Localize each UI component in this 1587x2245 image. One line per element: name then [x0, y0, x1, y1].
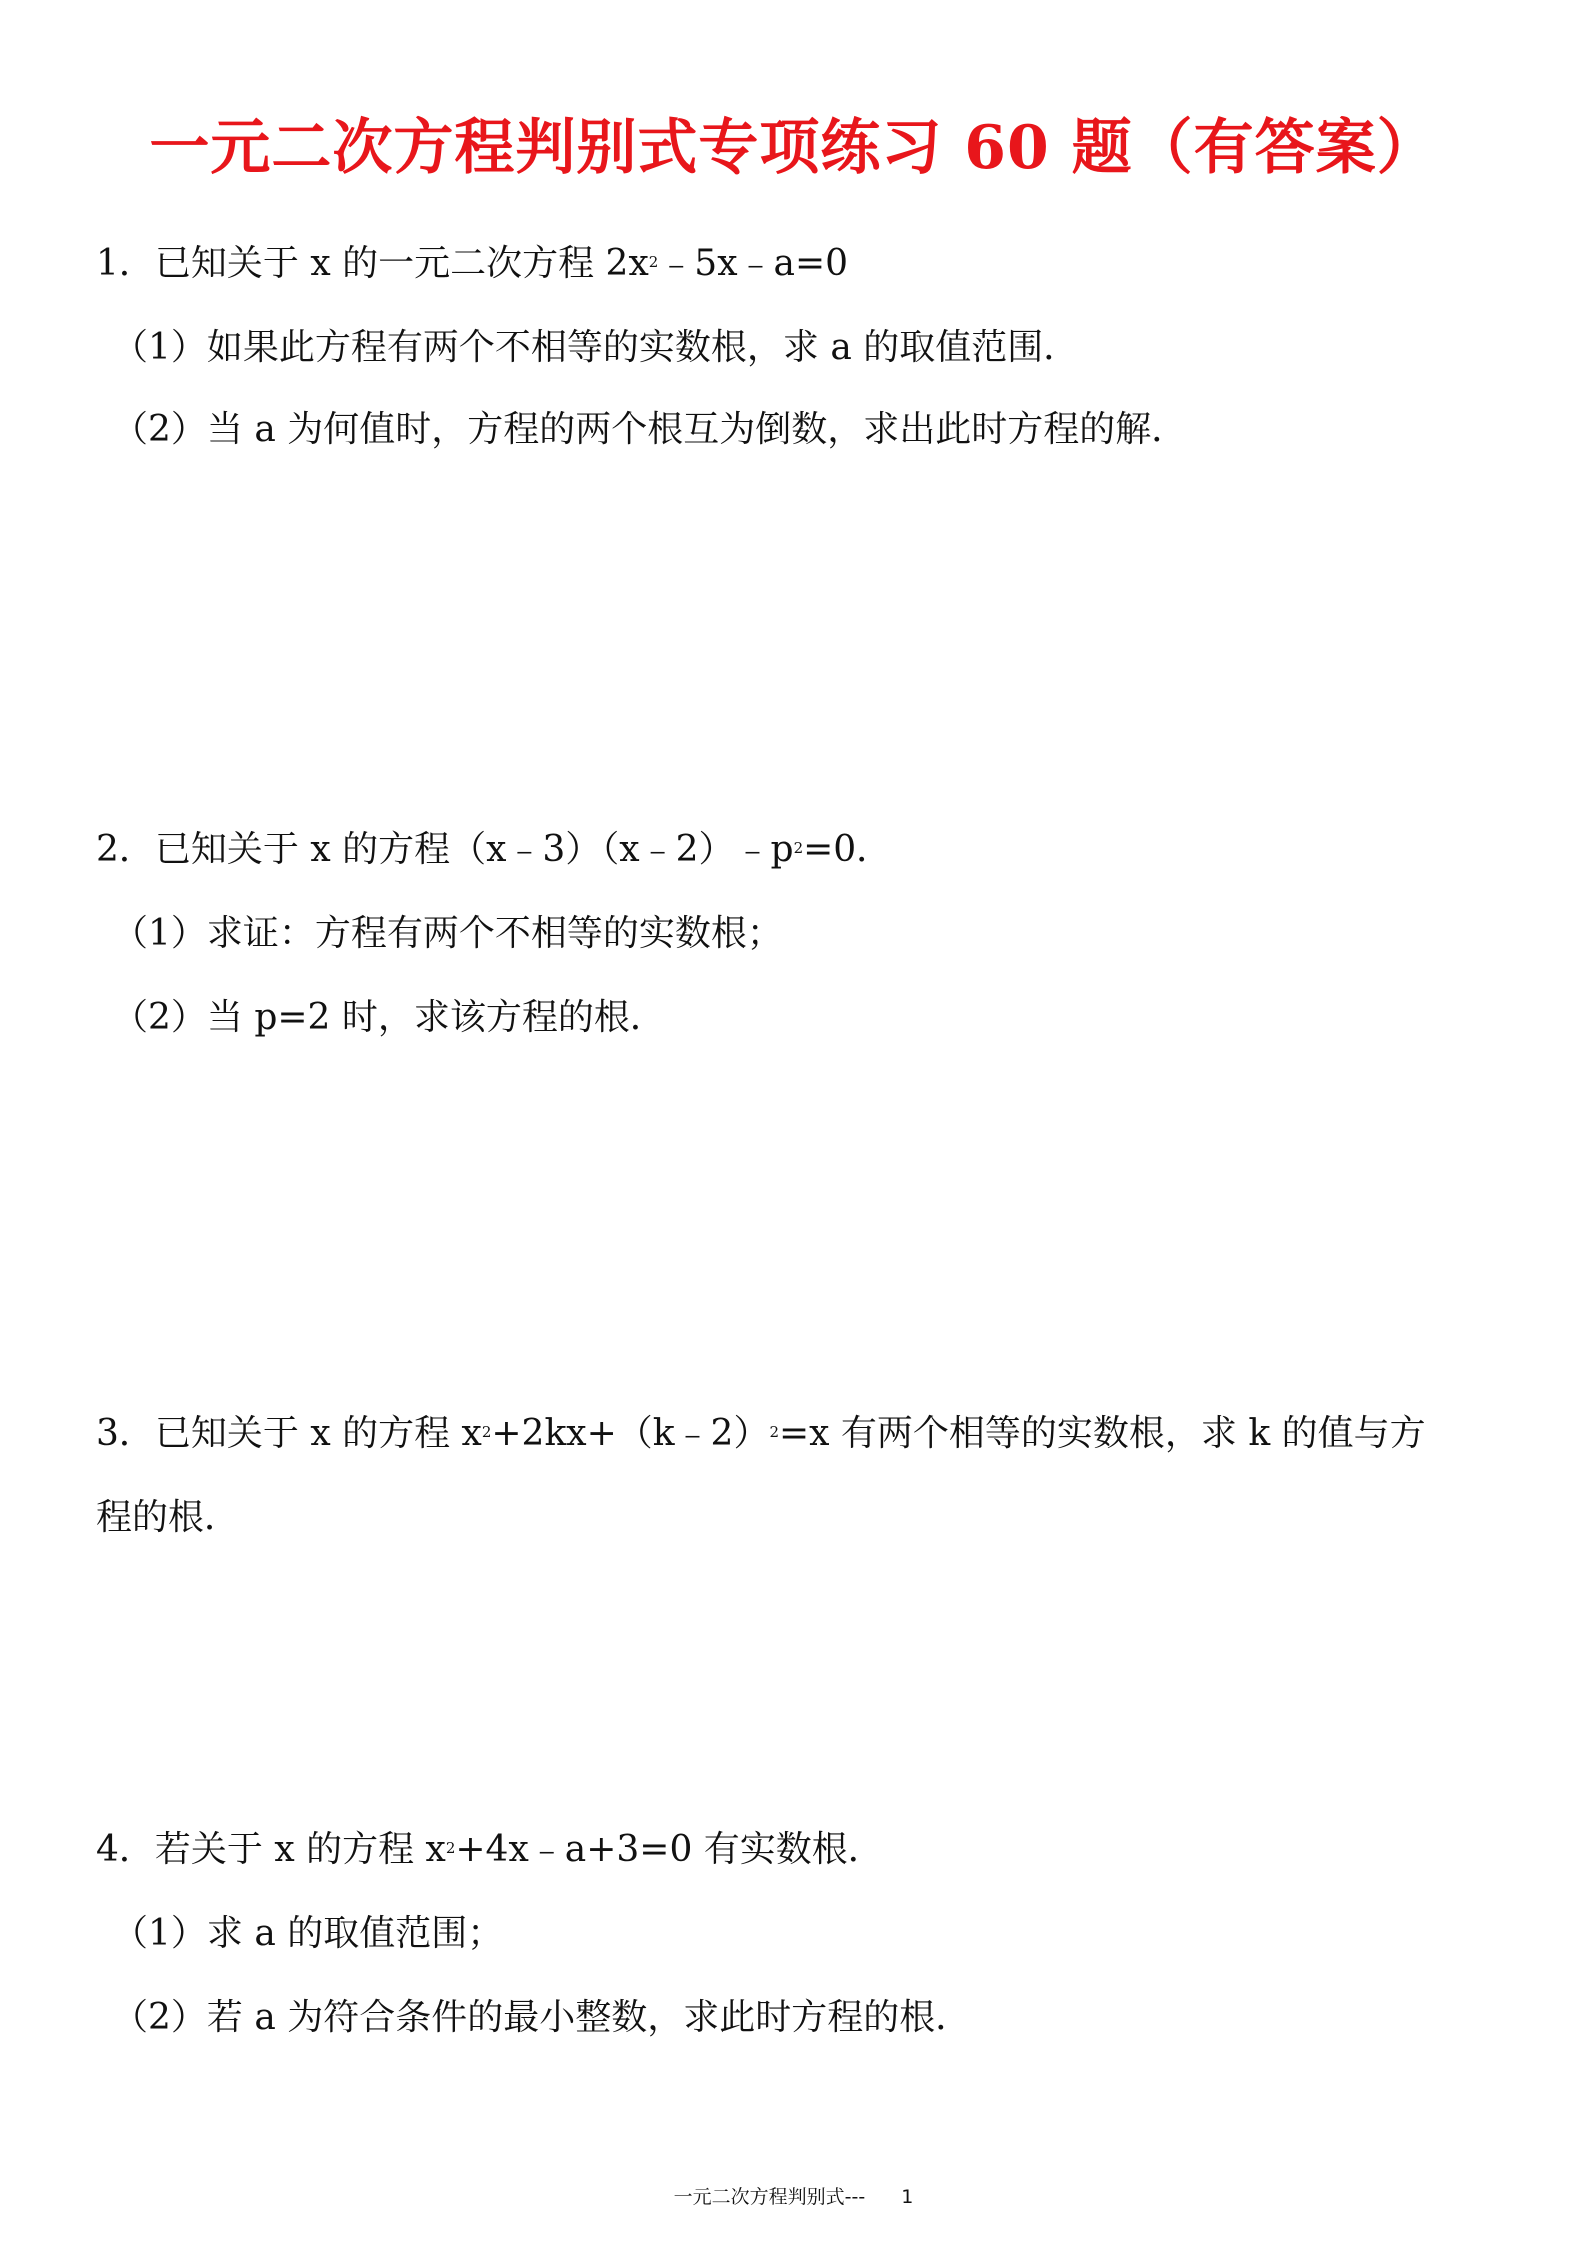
problem-4-part-1: （1）求 a 的取值范围； [112, 1913, 504, 1954]
page-footer [0, 2182, 1587, 2209]
problem-3-stem: 3．已知关于 x 的方程 $x^2+2kx+(k﹣2)^2=x$ 有两个相等的实数根，求 k 的值与方 [96, 1413, 1426, 1454]
problem-1-part-2: （2）当 a 为何值时，方程的两个根互为倒数，求出此时方程的解． [112, 409, 1188, 450]
problem-2-part-2: （2）当 p=2 时，求该方程的根． [112, 997, 666, 1038]
page-title: 一元二次方程判别式专项练习 60 题（有答案） [149, 113, 1438, 183]
problem-3-continuation: 程的根． [96, 1497, 241, 1538]
problem-1-part-1: （1）如果此方程有两个不相等的实数根，求 a 的取值范围． [112, 327, 1080, 368]
problem-4-stem: 4．若关于 x 的方程 $x^2+4x﹣a+3=0$ 有实数根． [96, 1829, 884, 1870]
problem-2-stem: 2．已知关于 x 的方程$(x﹣3)(x﹣2)﹣p^2=0$． [96, 829, 893, 870]
page-number: 1 [901, 2186, 914, 2208]
footer-text: 一元二次方程判别式--- [673, 2186, 866, 2208]
problem-2-part-1: （1）求证：方程有两个不相等的实数根； [112, 913, 783, 954]
problem-1-stem: 1．已知关于 x 的一元二次方程 $2x^2﹣5x﹣a=0$ [96, 243, 849, 284]
problem-4-part-2: （2）若 a 为符合条件的最小整数，求此时方程的根． [112, 1997, 972, 2038]
